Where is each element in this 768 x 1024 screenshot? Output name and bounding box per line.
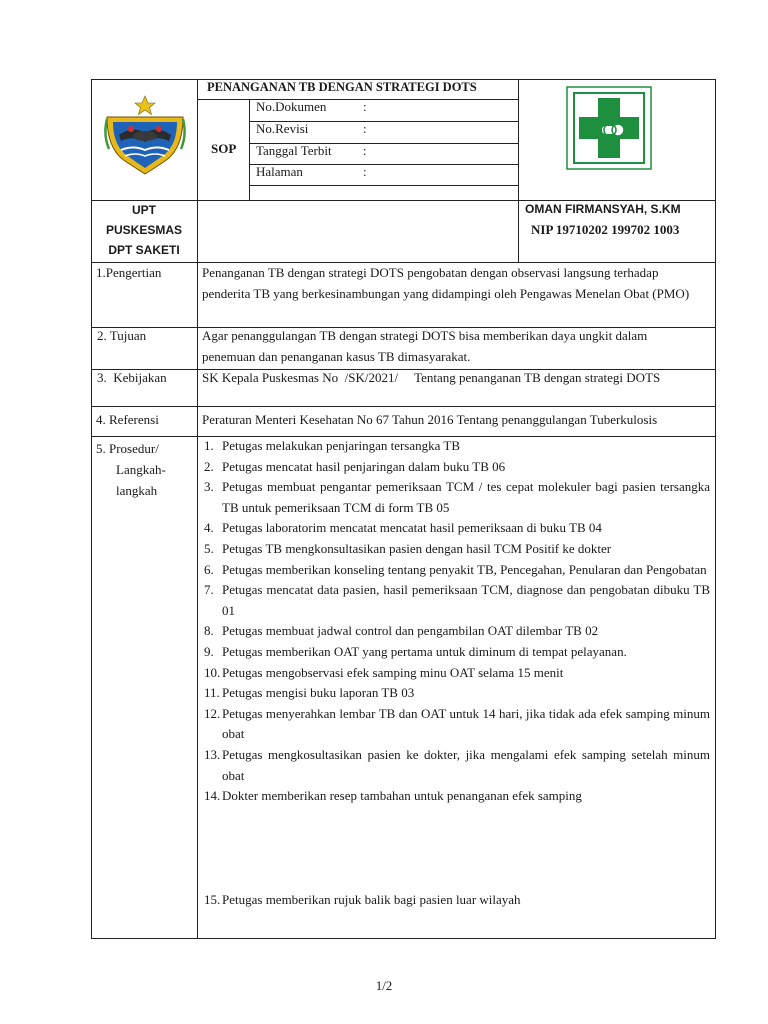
page-number: 1/2 — [375, 978, 393, 993]
text-pengertian: Penanganan TB dengan strategi DOTS pengobatan dengan observasi langsung terhadap penderita TB yang berkesinambungan yang didampingi oleh Pengawas Menelan Obat (PMO) — [202, 265, 690, 301]
procedure-step: 9. Petugas memberikan OAT yang pertama untuk diminum di tempat pelayanan. — [204, 643, 627, 659]
procedure-step: 15. Petugas memberikan rujuk balik bagi pasien luar wilayah — [204, 891, 521, 907]
text-kebijakan: SK Kepala Puskesmas No /SK/2021/ Tentang penanganan TB dengan strategi DOTS — [202, 370, 661, 385]
field-sep-halaman: : — [363, 164, 367, 179]
org-line-upt: UPT — [132, 203, 156, 217]
field-sep-tanggal-terbit: : — [363, 143, 367, 158]
procedure-step: 10. Petugas mengobservasi efek samping minu OAT selama 15 menit — [204, 664, 564, 680]
field-label-halaman: Halaman — [256, 164, 303, 179]
label-kebijakan: 3. Kebijakan — [97, 370, 167, 385]
procedure-step: 12. Petugas menyerahkan lembar TB dan OAT untuk 14 hari, jika tidak ada efek samping minum obat — [204, 705, 710, 742]
field-sep-no-revisi: : — [363, 121, 367, 136]
procedure-step: 14. Dokter memberikan resep tambahan untuk penanganan efek samping — [204, 788, 582, 804]
procedure-step: 8. Petugas membuat jadwal control dan pengambilan OAT dilembar TB 02 — [204, 623, 599, 639]
signatory-name: OMAN FIRMANSYAH, S.KM — [525, 202, 681, 216]
field-label-no-dokumen: No.Dokumen — [256, 99, 327, 114]
label-prosedur-1: 5. Prosedur/ — [96, 441, 159, 456]
procedure-step: 4. Petugas laboratorim mencatat mencatat hasil pemeriksaan di buku TB 04 — [204, 520, 602, 536]
regional-emblem-logo — [103, 95, 187, 175]
procedure-step: 11. Petugas mengisi buku laporan TB 03 — [204, 685, 415, 701]
text-referensi: Peraturan Menteri Kesehatan No 67 Tahun 2016 Tentang penanggulangan Tuberkulosis — [202, 412, 658, 427]
field-label-no-revisi: No.Revisi — [256, 121, 309, 136]
text-tujuan: Agar penanggulangan TB dengan strategi DOTS bisa memberikan daya ungkit dalam penemuan dan penanganan kasus TB dimasyarakat. — [202, 328, 648, 364]
signatory-nip: NIP 19710202 199702 1003 — [531, 222, 680, 237]
org-line-dpt-saketi: DPT SAKETI — [108, 243, 180, 257]
sop-label: SOP — [211, 141, 237, 156]
label-referensi: 4. Referensi — [96, 412, 159, 427]
procedure-step: 7. Petugas mencatat data pasien, hasil pemeriksaan TCM, diagnose dan pengobatan dibuku TB 01 — [204, 582, 710, 618]
field-label-tanggal-terbit: Tanggal Terbit — [256, 143, 332, 158]
document-title: PENANGANAN TB DENGAN STRATEGI DOTS — [207, 80, 477, 94]
procedure-step: 6. Petugas memberikan konseling tentang penyakit TB, Pencegahan, Penularan dan Pengobatan — [204, 561, 707, 577]
procedure-step: 2. Petugas mencatat hasil penjaringan dalam buku TB 06 — [204, 458, 506, 474]
procedure-step: 3. Petugas membuat pengantar pemeriksaan TCM / tes cepat molekuler bagi pasien tersangka TB untuk pemeriksaan TCM di form TB 05 — [204, 479, 710, 515]
org-line-puskesmas: PUSKESMAS — [105, 223, 182, 237]
label-tujuan: 2. Tujuan — [97, 328, 147, 343]
label-prosedur-3: langkah — [116, 483, 158, 498]
procedure-step: 5. Petugas TB mengkonsultasikan pasien dengan hasil TCM Positif ke dokter — [204, 540, 612, 556]
label-pengertian: 1.Pengertian — [96, 265, 162, 280]
puskesmas-green-cross-logo — [566, 86, 652, 170]
field-sep-no-dokumen: : — [363, 99, 367, 114]
label-prosedur-2: Langkah- — [116, 462, 166, 477]
procedure-step: 13. Petugas mengkosultasikan pasien ke dokter, jika mengalami efek samping setelah minum obat — [204, 746, 710, 783]
procedure-step: 1. Petugas melakukan penjaringan tersangka TB — [204, 438, 461, 453]
procedure-steps-list — [200, 436, 710, 910]
